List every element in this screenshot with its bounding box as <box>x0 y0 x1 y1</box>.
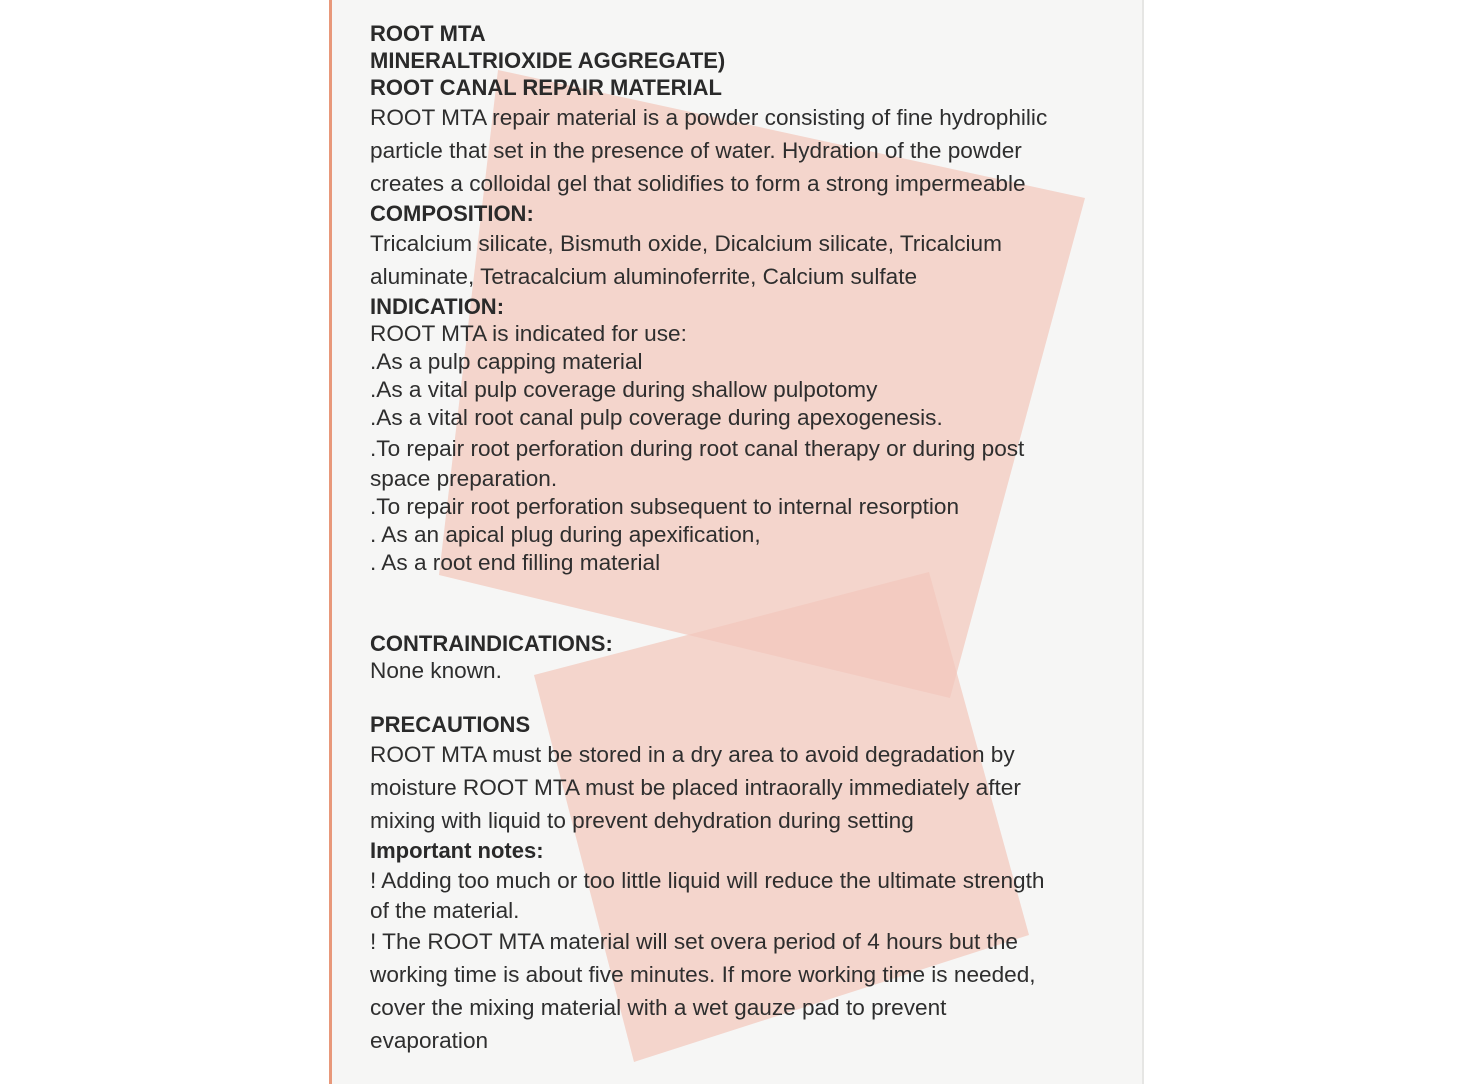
section-spacer <box>370 685 1140 711</box>
leaflet-text <box>370 20 1140 1057</box>
section-spacer <box>370 577 1140 630</box>
important-note-line: working time is about five minutes. If more working time is needed, <box>370 962 1036 987</box>
composition-heading: COMPOSITION: <box>370 201 534 226</box>
important-note-line: ! Adding too much or too little liquid will reduce the ultimate strength <box>370 868 1045 893</box>
indication-item: .To repair root perforation during root canal therapy or during post <box>370 436 1025 461</box>
description-line: particle that set in the presence of water. Hydration of the powder <box>370 138 1022 163</box>
description-line: creates a colloidal gel that solidifies to form a strong impermeable <box>370 171 1026 196</box>
important-note-line: evaporation <box>370 1028 489 1053</box>
indication-item: .As a vital pulp coverage during shallow pulpotomy <box>370 377 878 402</box>
product-category: ROOT CANAL REPAIR MATERIAL <box>370 75 722 100</box>
precautions-heading: PRECAUTIONS <box>370 712 531 737</box>
indication-item: . As an apical plug during apexification, <box>370 522 761 547</box>
precautions-line: mixing with liquid to prevent dehydration during setting <box>370 808 914 833</box>
product-full-name: MINERALTRIOXIDE AGGREGATE) <box>370 48 726 73</box>
composition-line: aluminate, Tetracalcium aluminoferrite, Calcium sulfate <box>370 264 918 289</box>
description-line: ROOT MTA repair material is a powder consisting of fine hydrophilic <box>370 105 1048 130</box>
indication-item: .To repair root perforation subsequent to internal resorption <box>370 494 960 519</box>
indication-item-continued: space preparation. <box>370 466 558 491</box>
precautions-line: moisture ROOT MTA must be placed intraorally immediately after <box>370 775 1021 800</box>
indication-item: .As a vital root canal pulp coverage during apexogenesis. <box>370 405 943 430</box>
composition-line: Tricalcium silicate, Bismuth oxide, Dicalcium silicate, Tricalcium <box>370 231 1002 256</box>
page-right-edge <box>1142 0 1144 1084</box>
orange-page-edge <box>329 0 332 1084</box>
product-name: ROOT MTA <box>370 21 486 46</box>
important-note-line: cover the mixing material with a wet gauze pad to prevent <box>370 995 947 1020</box>
contraindications-heading: CONTRAINDICATIONS: <box>370 631 613 656</box>
important-notes-heading: Important notes: <box>370 838 544 863</box>
contraindications-text: None known. <box>370 658 502 683</box>
indication-intro: ROOT MTA is indicated for use: <box>370 321 687 346</box>
precautions-line: ROOT MTA must be stored in a dry area to avoid degradation by <box>370 742 1015 767</box>
indication-item: .As a pulp capping material <box>370 349 643 374</box>
important-note-line: of the material. <box>370 898 520 923</box>
leaflet-page <box>329 0 1144 1084</box>
indication-item: . As a root end filling material <box>370 550 661 575</box>
important-note-line: ! The ROOT MTA material will set overa period of 4 hours but the <box>370 929 1018 954</box>
indication-heading: INDICATION: <box>370 294 505 319</box>
